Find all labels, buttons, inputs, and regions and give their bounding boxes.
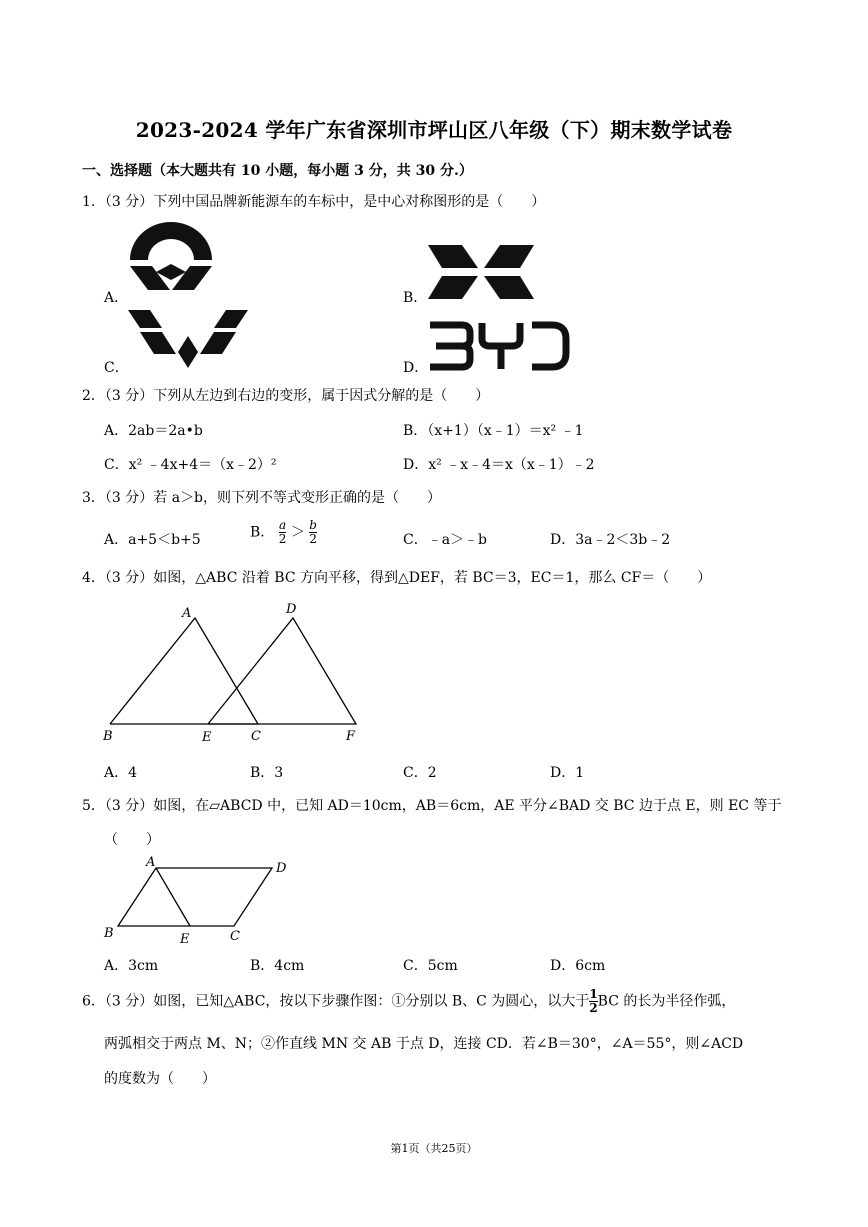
- question-4-stem: 4．（3 分）如图，△ABC 沿着 BC 方向平移，得到△DEF，若 BC＝3，EC＝1，那么 CF＝（ ）: [82, 570, 712, 586]
- triangle-def: [208, 618, 356, 724]
- q2-option-b: B．（x+1）（x﹣1）＝x² ﹣1: [403, 423, 584, 439]
- q2-option-a: A．2ab＝2a•b: [104, 423, 203, 439]
- q4-option-d: D．1: [550, 765, 585, 781]
- point-label-a: A: [182, 606, 192, 621]
- question-1-stem: 1．（3 分）下列中国品牌新能源车的车标中，是中心对称图形的是（ ）: [82, 194, 546, 210]
- q4-translation-figure: [100, 598, 370, 748]
- question-5-stem: 5．（3 分）如图，在▱ABCD 中，已知 AD＝10cm，AB＝6cm，AE 平分∠BAD 交 BC 边于点 E，则 EC 等于: [82, 798, 782, 814]
- point-label-c: C: [251, 729, 261, 744]
- logo-c-icon: [126, 308, 250, 370]
- question-6-stem-part1: 6．（3 分）如图，已知△ABC，按以下步骤作图：①分别以 B、C 为圆心，以大于: [82, 993, 590, 1010]
- q3-option-b-operator: ＞: [290, 524, 305, 541]
- point-label-f: F: [346, 729, 356, 744]
- q5-option-b: B．4cm: [250, 958, 305, 974]
- q5-parallelogram-figure: [100, 852, 300, 948]
- point-label-e: E: [180, 932, 190, 947]
- parallelogram-abcd: [118, 868, 272, 926]
- point-label-c: C: [230, 929, 240, 944]
- segment-ae: [156, 868, 190, 926]
- fraction-numerator: a: [278, 518, 287, 532]
- question-6-stem: [82, 988, 735, 1015]
- question-5-stem-cont: （ ）: [104, 832, 160, 848]
- q4-option-b: B．3: [250, 765, 284, 781]
- logo-b-icon: [428, 243, 534, 301]
- q1-option-b-label: B．: [403, 290, 428, 306]
- logo-d-byd-icon: [428, 321, 570, 371]
- q2-option-d: D．x² ﹣x﹣4＝x（x﹣1）﹣2: [403, 457, 595, 473]
- point-label-b: B: [103, 729, 113, 744]
- fraction-numerator: 1: [589, 987, 598, 1001]
- question-6-stem-part2: BC 的长为半径作弧，: [597, 993, 736, 1010]
- question-3-stem: 3．（3 分）若 a＞b，则下列不等式变形正确的是（ ）: [82, 490, 442, 506]
- question-2-stem: 2．（3 分）下列从左边到右边的变形，属于因式分解的是（ ）: [82, 388, 490, 404]
- q4-option-a: A．4: [104, 765, 138, 781]
- fraction-denominator: 2: [309, 532, 317, 546]
- q3-fraction-a-over-2: [279, 519, 287, 546]
- section-heading: 一、选择题（本大题共有 10 小题，每小题 3 分，共 30 分.）: [82, 163, 473, 179]
- point-label-d: D: [286, 602, 297, 617]
- q3-option-b: [250, 519, 317, 546]
- q3-option-b-prefix: B．: [250, 524, 275, 541]
- q3-option-d: D．3a﹣2＜3b﹣2: [550, 532, 671, 548]
- fraction-numerator: b: [309, 518, 317, 532]
- q2-option-c: C．x² ﹣4x+4＝（x﹣2）²: [104, 457, 277, 473]
- triangle-abc: [110, 618, 258, 724]
- point-label-d: D: [276, 861, 287, 876]
- q1-option-d-label: D．: [403, 360, 429, 376]
- q5-option-c: C．5cm: [403, 958, 458, 974]
- page-title: 2023-2024 学年广东省深圳市坪山区八年级（下）期末数学试卷: [135, 118, 733, 142]
- point-label-a: A: [146, 855, 156, 870]
- q5-option-d: D．6cm: [550, 958, 606, 974]
- question-6-line-3: 的度数为（ ）: [104, 1071, 216, 1087]
- q3-option-c: C．﹣a＞﹣b: [403, 532, 488, 548]
- fraction-denominator: 2: [589, 1001, 598, 1015]
- fraction-denominator: 2: [278, 532, 287, 546]
- q5-option-a: A．3cm: [104, 958, 159, 974]
- page-footer: 第1页（共25页）: [390, 1142, 478, 1155]
- q1-option-a-label: A．: [104, 290, 129, 306]
- question-6-line-2: 两弧相交于两点 M、N；②作直线 MN 交 AB 于点 D，连接 CD．若∠B＝30°，∠A＝55°，则∠ACD: [104, 1036, 744, 1052]
- point-label-b: B: [104, 926, 114, 941]
- q3-fraction-b-over-2: [309, 519, 317, 546]
- q1-option-c-label: C．: [104, 360, 129, 376]
- q3-option-a: A．a+5＜b+5: [104, 532, 201, 548]
- q4-option-c: C．2: [403, 765, 437, 781]
- q6-fraction-one-half: [589, 988, 597, 1015]
- point-label-e: E: [202, 730, 212, 745]
- logo-a-icon: [126, 220, 216, 300]
